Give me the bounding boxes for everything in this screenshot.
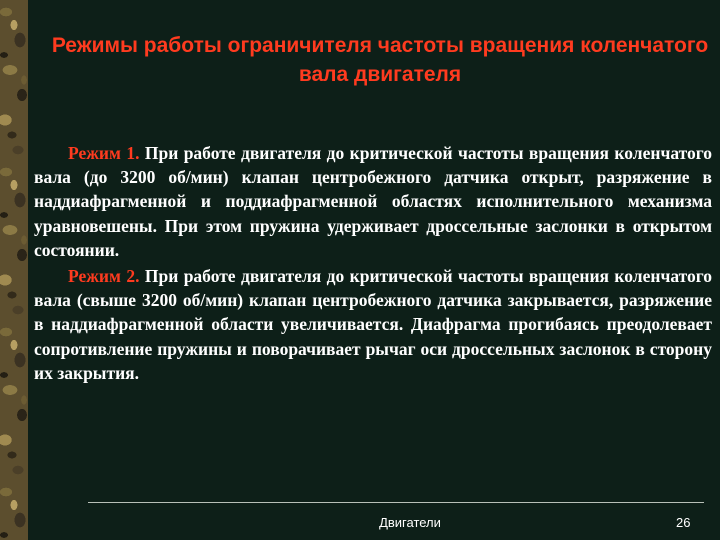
paragraph-mode-1 xyxy=(34,141,712,262)
mode-1-text: При работе двигателя до критической частоты вращения коленчатого вала (до 3200 об/мин) клапан центробежного датчика открыт, разряжение в наддиафрагменной и поддиафрагменной областях исполнительного механизма уравновешены. При этом пружина удерживает дроссельные заслонки в открытом состоянии. xyxy=(34,143,712,260)
mode-2-label: Режим 2. xyxy=(68,266,140,287)
mode-1-label: Режим 1. xyxy=(68,143,140,163)
mode-2-text: При работе двигателя до критической частоты вращения коленчатого вала (свыше 3200 об/мин) клапан центробежного датчика закрывается, разряжение в наддиафрагменной области увеличивается. Диафрагма прогибаясь преодолевает сопротивление пружины и поворачивает рычаг оси дроссельных заслонок в сторону их закрытия. xyxy=(34,266,712,383)
footer-title: Двигатели xyxy=(379,515,441,530)
camouflage-border xyxy=(0,0,28,540)
slide-title: Режимы работы ограничителя частоты вращения коленчатого вала двигателя xyxy=(51,34,709,86)
slide-body xyxy=(34,141,712,387)
paragraph-mode-2 xyxy=(34,264,712,385)
page-number: 26 xyxy=(676,515,691,530)
footer-divider xyxy=(88,502,704,503)
